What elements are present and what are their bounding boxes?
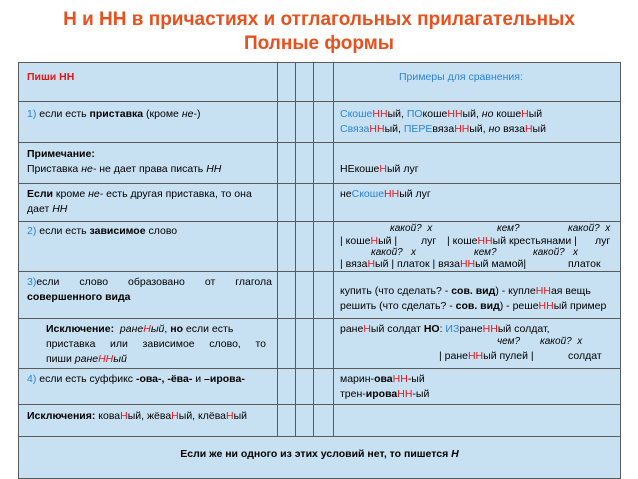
exception-noun: солдат [568,350,602,362]
question-label: кем? [474,247,497,258]
dependent-example-3: | вязаНый | платок | вязаННый мамой| [340,258,527,270]
table-row-suffix-exceptions [19,405,620,437]
perfective-text: 3) если слово образовано от глагола совершенного вида [27,276,272,303]
rules-table [18,62,621,479]
table-row-note [19,143,620,184]
note-text: Примечание: Приставка не- не дает права писать НН [27,148,222,175]
dependent-noun: луг [421,235,437,247]
exception-text: Исключение: ранеНый, но если есть приставка или зависимое слово, то пиши ранеННый [46,323,266,365]
table-row-exception [19,319,620,369]
title-line-2: Полные формы [243,33,395,54]
suffix-text: 4) если есть суффикс -ова-, -ёва- и –ирова- [27,373,245,385]
exception-example: ранеНый солдат НО: ИЗранеННый солдат, [340,323,550,335]
table-row-suffix [19,369,620,405]
rule-1-text: 1) если есть приставка (кроме не-) [27,108,201,120]
question-label: какой? х [540,336,583,347]
other-prefix-example: неСкошеННый луг [340,188,431,200]
question-label: какой? х [533,247,579,258]
question-label: чем? [497,336,521,347]
rule-1-example: СкошеННый, ПОкошеННый, но кошеНый СвязаННый, ПЕРЕвязаННый, но вязаНый [340,108,546,135]
footer-text: Если же ни одного из этих условий нет, то пишется Н [180,448,459,460]
table-row-prefix [19,102,620,143]
table-row-dependent [19,222,620,272]
other-prefix-text: Если кроме не- есть другая приставка, то она дает НН [27,188,252,215]
table-row-header [19,63,620,102]
header-left: Пиши НН [27,71,75,83]
question-label: кем? [497,223,520,234]
title-line-1: Н и НН в причастиях и отглагольных прилагательных [63,9,575,30]
dependent-example-1: | кошеНый | [340,235,398,247]
perfective-example: купить (что сделать? - сов. вид) - куплеННая вещь решить (что сделать? - сов. вид) - решеННый пример [340,285,607,312]
dependent-noun: платок [568,258,601,270]
suffix-exceptions-text: Исключения: коваНый, жёваНый, клёваНый [27,410,248,422]
page-title [0,8,638,56]
question-label: какой? х [568,223,611,234]
dependent-example-2: | кошеННый крестьянами | [447,235,577,247]
dependent-text: 2) если есть зависимое слово [27,225,178,237]
suffix-example: марин-оваНН-ый трен-ироваНН-ый [340,373,430,400]
table-row-footer [19,437,620,478]
header-right: Примеры для сравнения: [399,71,523,83]
question-label: какой? х [390,223,433,234]
dependent-noun: луг [595,235,611,247]
table-row-perfective [19,272,620,319]
question-label: какой? х [371,247,417,258]
note-example: НЕкошеНый луг [340,163,419,175]
table-row-other-prefix [19,184,620,222]
exception-example-2: | ранеННый пулей | [439,350,534,362]
